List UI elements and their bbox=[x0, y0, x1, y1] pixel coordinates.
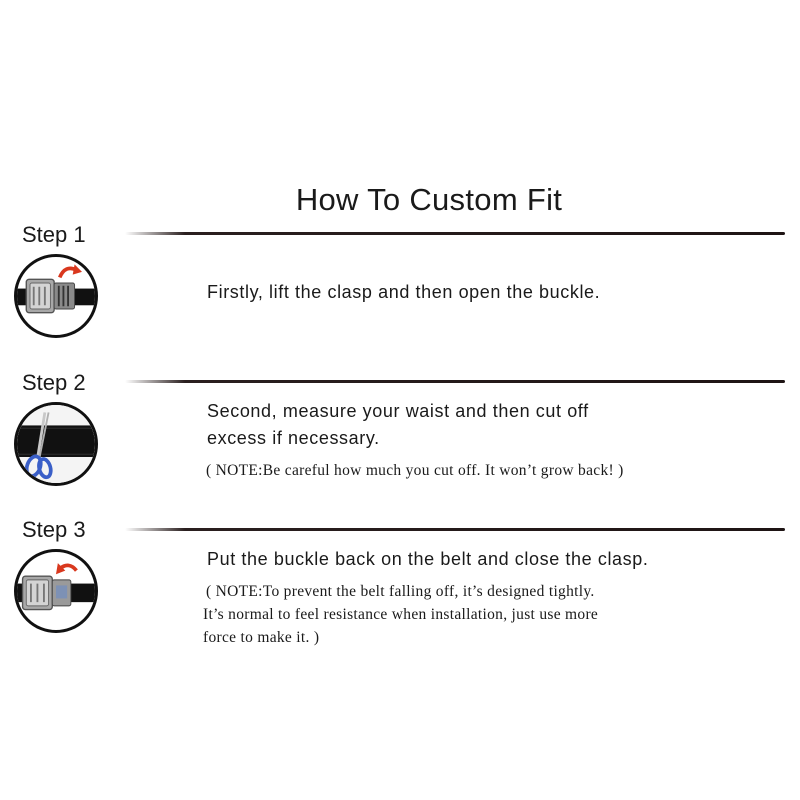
step-2-image bbox=[14, 402, 98, 486]
buckle-close-arrow-icon bbox=[17, 552, 95, 630]
step-1-image bbox=[14, 254, 98, 338]
page-title: How To Custom Fit bbox=[295, 182, 563, 217]
step-1-text: Firstly, lift the clasp and then open the buckle. bbox=[207, 282, 601, 302]
buckle-open-arrow-icon bbox=[17, 257, 95, 335]
step-3-image bbox=[14, 549, 98, 633]
step-2-divider bbox=[125, 380, 785, 383]
step-3-text: Put the buckle back on the belt and close the clasp. bbox=[207, 549, 649, 569]
step-3-divider bbox=[125, 528, 785, 531]
step-2-text-line-2: excess if necessary. bbox=[207, 428, 380, 448]
step-3-note-line-1: ( NOTE:To prevent the belt falling off, it’s designed tightly. bbox=[206, 583, 595, 600]
step-2-label: Step 2 bbox=[22, 370, 86, 395]
step-2-text-line-1: Second, measure your waist and then cut off bbox=[207, 401, 589, 421]
step-1-label: Step 1 bbox=[22, 222, 86, 247]
step-3-note-line-3: force to make it. ) bbox=[203, 629, 320, 646]
step-3-note-line-2: It’s normal to feel resistance when installation, just use more bbox=[203, 606, 599, 623]
step-2-note: ( NOTE:Be careful how much you cut off. It won’t grow back! ) bbox=[206, 462, 624, 479]
step-1-divider bbox=[125, 232, 785, 235]
step-3-label: Step 3 bbox=[22, 517, 86, 542]
belt-scissors-icon bbox=[17, 405, 95, 483]
